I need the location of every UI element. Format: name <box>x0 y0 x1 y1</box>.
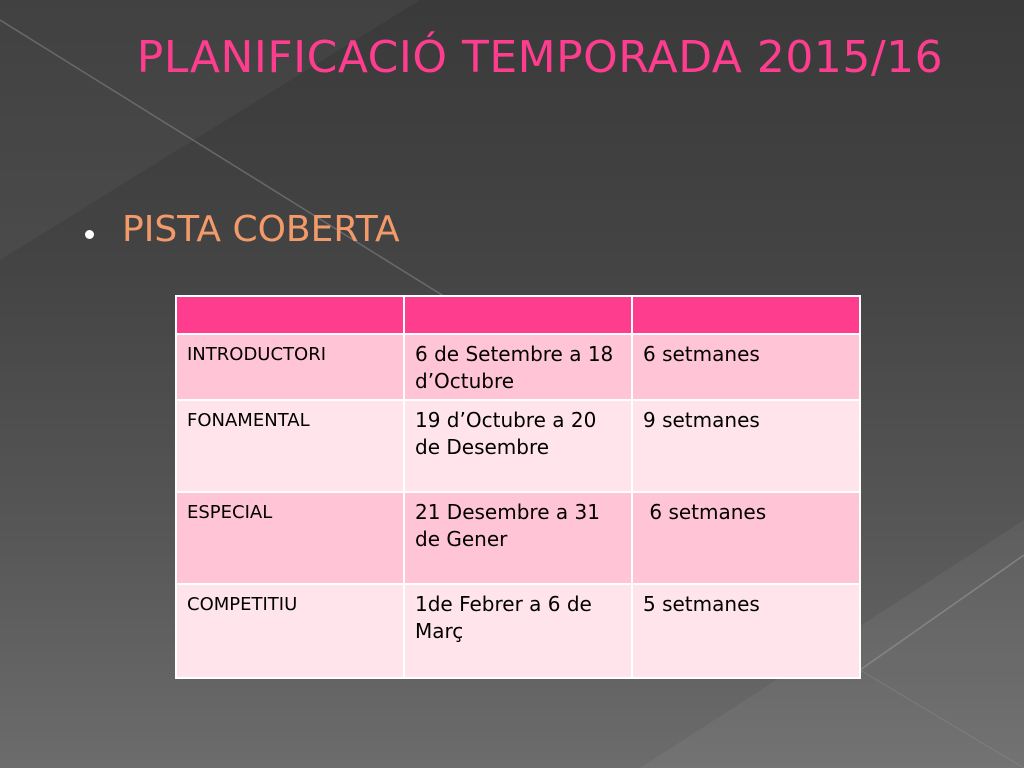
bullet-text: PISTA COBERTA <box>122 209 400 250</box>
table-cell-dates: 1de Febrer a 6 de Març <box>404 584 632 678</box>
table-cell-phase: ESPECIAL <box>176 492 404 584</box>
table-cell-phase: COMPETITIU <box>176 584 404 678</box>
table-cell-duration: 6 setmanes <box>632 334 860 400</box>
table-cell-dates: 21 Desembre a 31 de Gener <box>404 492 632 584</box>
table-header-row <box>176 296 860 334</box>
table-header-cell <box>632 296 860 334</box>
schedule-table <box>175 295 861 679</box>
table-row <box>176 492 860 584</box>
table-cell-phase: FONAMENTAL <box>176 400 404 492</box>
table-cell-duration: 5 setmanes <box>632 584 860 678</box>
table-cell-phase: INTRODUCTORI <box>176 334 404 400</box>
table-cell-duration: 6 setmanes <box>632 492 860 584</box>
slide-title: PLANIFICACIÓ TEMPORADA 2015/16 <box>136 32 944 83</box>
table-header-cell <box>404 296 632 334</box>
table-cell-dates: 19 d’Octubre a 20 de Desembre <box>404 400 632 492</box>
table-row <box>176 400 860 492</box>
bullet-item <box>85 208 400 252</box>
table-row <box>176 584 860 678</box>
table-cell-dates: 6 de Setembre a 18 d’Octubre <box>404 334 632 400</box>
table-cell-duration: 9 setmanes <box>632 400 860 492</box>
table-header-cell <box>176 296 404 334</box>
table-row <box>176 334 860 400</box>
bullet-dot-icon <box>85 230 94 239</box>
